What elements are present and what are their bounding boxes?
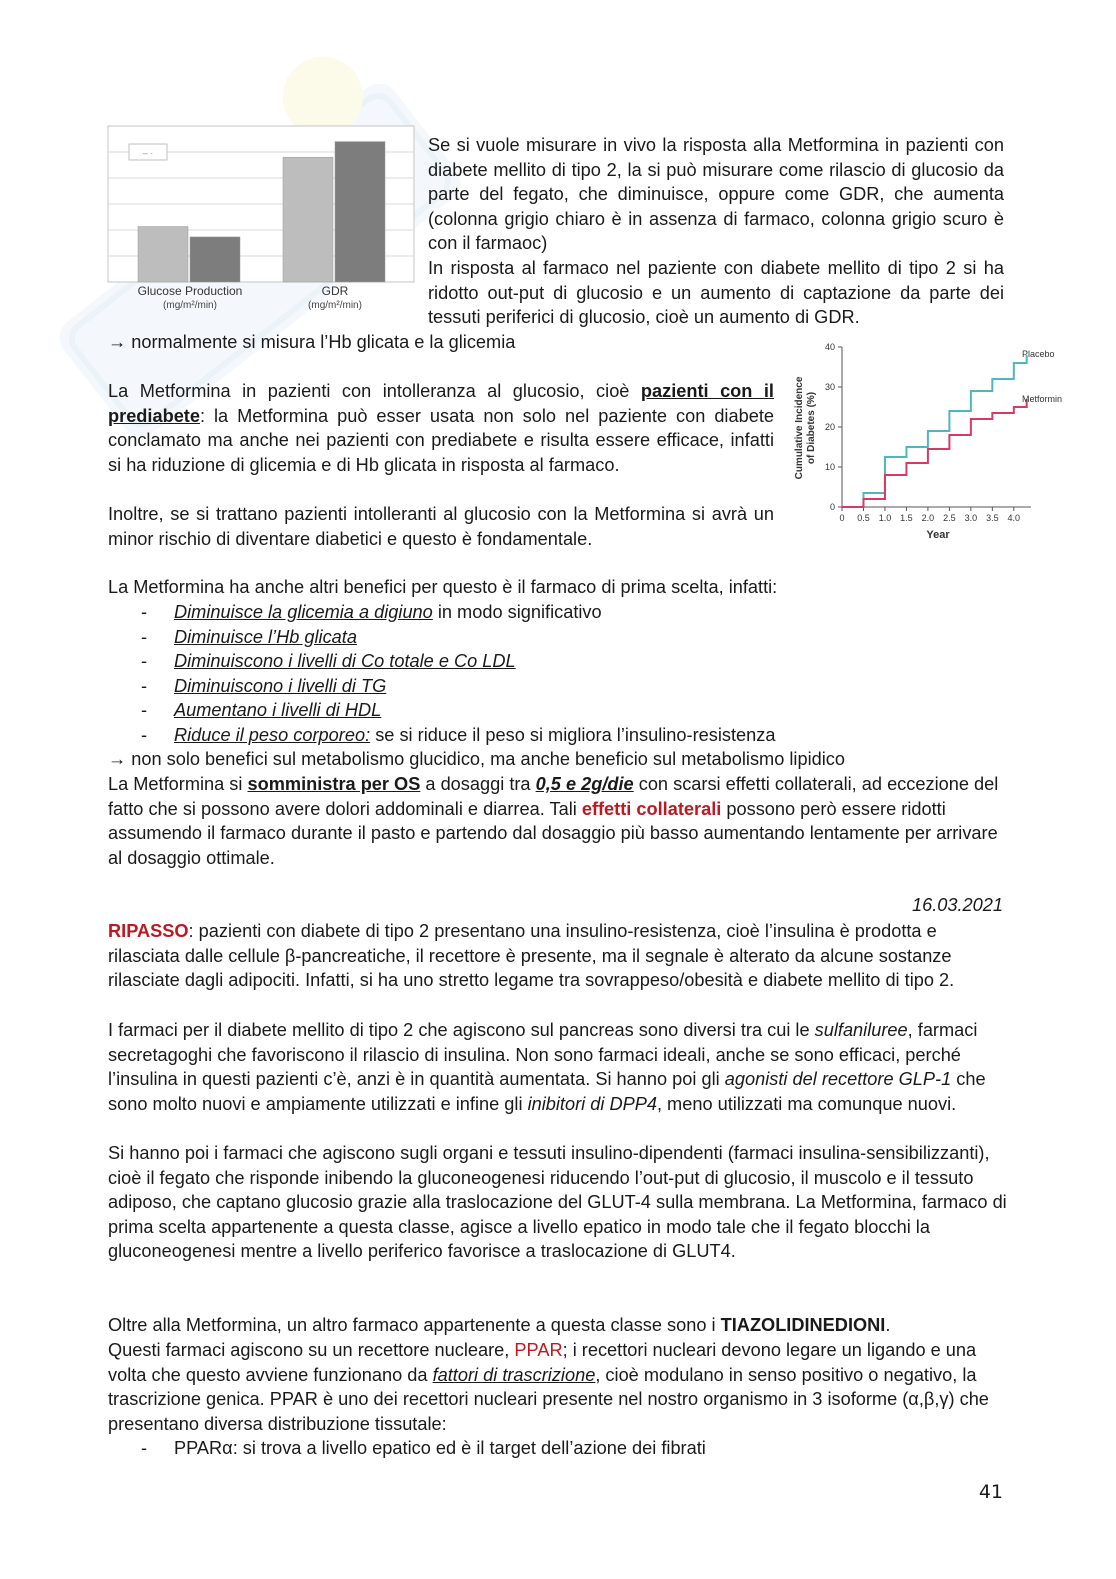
- series-line-placebo: [842, 355, 1027, 507]
- lecture-date: 16.03.2021: [911, 895, 1003, 915]
- ppar-alpha-text: PPARα: si trova a livello epatico ed è il target dell’azione dei fibrati: [174, 1438, 706, 1458]
- pancreas-a: I farmaci per il diabete mellito di tipo 2 che agiscono sul pancreas sono diversi tra cui le: [108, 1020, 815, 1040]
- x-tick-label-gdr: GDR: [321, 284, 349, 298]
- list-item-emphasis: Diminuiscono i livelli di Co totale e Co LDL: [174, 651, 516, 672]
- pancreas-dpp4: inibitori di DPP4: [527, 1093, 657, 1114]
- list-item-emphasis: Diminuiscono i livelli di TG: [174, 675, 387, 696]
- arrow-icon: →: [108, 332, 127, 352]
- x-tick-label: 2.5: [943, 513, 956, 523]
- list-dash: -: [141, 602, 148, 622]
- ppar-c: ; i recettori nucleari devono legare un ligando e una volta che questo avviene funzionano da: [108, 1340, 977, 1385]
- pancreas-c: , farmaci secretagoghi che favoriscono il rilascio di insulina. Non sono farmaci ideali, anche se sono efficaci, perché l’insulina in questi pazienti c’è, anzi è in quantità aumentata. Si hanno poi gli: [108, 1020, 978, 1090]
- list-item-rest: se si riduce il peso si migliora l’insulino-resistenza: [370, 724, 776, 745]
- x-axis-label: Year: [926, 529, 950, 541]
- pancreas-sulfaniluree: sulfaniluree: [814, 1020, 908, 1040]
- paragraph-ripasso: [108, 919, 1008, 993]
- list-item-rest: in modo significativo: [432, 602, 602, 622]
- list-item: [108, 674, 775, 699]
- lipidico-text: non solo benefici sul metabolismo glucidico, ma anche beneficio sul metabolismo lipidico: [126, 749, 845, 769]
- somm-dose: 0,5 e 2g/die: [535, 774, 634, 794]
- list-dash: -: [141, 724, 148, 745]
- x-tick-label: 1.5: [900, 513, 913, 523]
- list-item: [108, 600, 775, 625]
- y-tick-label: 30: [824, 382, 835, 392]
- paragraph-somministrazione: [108, 772, 1008, 870]
- legend-metformin: Metformin: [1022, 394, 1063, 404]
- list-dash: -: [141, 1438, 148, 1458]
- paragraph-tiazolidinedioni: [108, 1313, 1008, 1338]
- line-chart-cumulative-incidence: [788, 336, 1078, 546]
- bar-chart-glucose-gdr: [104, 124, 416, 320]
- paragraph-ppar: [108, 1338, 1008, 1436]
- y-axis-label-line2: of Diabetes (%): [806, 391, 817, 465]
- list-dash: -: [141, 651, 148, 672]
- list-item-emphasis: Riduce il peso corporeo:: [174, 724, 371, 745]
- list-item: [108, 698, 775, 723]
- bar-metformin-gdr: [335, 142, 385, 282]
- pancreas-glp1: agonisti del recettore GLP-1: [724, 1069, 952, 1090]
- pancreas-g: , meno utilizzati ma comunque nuovi.: [656, 1093, 957, 1114]
- y-tick-label: 20: [824, 422, 835, 432]
- list-item-emphasis: Diminuisce la glicemia a digiuno: [174, 602, 433, 622]
- y-tick-label: 40: [824, 342, 835, 352]
- paragraph-response-gdr: In risposta al farmaco nel paziente con diabete mellito di tipo 2 si ha ridotto out-put di glucosio e un aumento di captazione da parte dei tessuti periferici di glucosio, cioè un aumento di GDR.: [428, 258, 1004, 328]
- x-tick-label-glucose: Glucose Production: [137, 284, 243, 298]
- bar-metformin-glucose: [190, 237, 240, 282]
- somm-a: La Metformina si: [108, 774, 248, 794]
- list-item: [108, 723, 775, 748]
- ppar-list: [108, 1436, 706, 1461]
- prediabete-body: : la Metformina può esser usata non solo nel paziente con diabete conclamato ma anche nei pazienti con prediabete e risulta essere efficace, infatti si ha riduzione di glicemia e di Hb glicata in risposta al farmaco.: [108, 405, 774, 475]
- paragraph-farmaci-pancreas: [108, 1018, 1008, 1116]
- somm-e: con scarsi effetti collaterali, ad eccezione del fatto che si possono avere dolori addominali e diarrea. Tali: [108, 774, 999, 819]
- paragraph-insulino-dipendenti: Si hanno poi i farmaci che agiscono sugli organi e tessuti insulino-dipendenti (farmaci insulina-sensibilizzanti), cioè il fegato che risponde inibendo la gluconeogenesi riducendo l’out-put di glucosio, il muscolo e il tessuto adiposo, che captano glucosio grazie alla traslocazione del GLUT-4 sulla membrana. La Metformina, farmaco di prima scelta appartenente a questa classe, agisce a livello epatico in modo tale che il fegato blocchi la gluconeogenesi mentre a livello periferico favorisce a traslocazione di GLUT4.: [108, 1143, 1007, 1262]
- paragraph-metformin-response: Se si vuole misurare in vivo la risposta alla Metformina in pazienti con diabete mellito di tipo 2, la si può misurare come rilascio di glucosio da parte del fegato, che diminuisce, oppure come GDR, che aumenta (colonna grigio chiaro è in assenza di farmaco, colonna grigio scuro è con il farmaoc): [428, 135, 1004, 254]
- list-item-emphasis: Aumentano i livelli di HDL: [174, 700, 382, 721]
- ripasso-heading: RIPASSO: [108, 921, 189, 941]
- pancreas-e: che sono molto nuovi e ampiamente utilizzati e infine gli: [108, 1069, 986, 1114]
- list-item: [108, 625, 775, 650]
- list-item-emphasis: Diminuisce l’Hb glicata: [174, 626, 357, 647]
- list-item: [108, 649, 775, 674]
- prediabete-intro: La Metformina in pazienti con intolleranza al glucosio, cioè: [108, 381, 641, 401]
- list-dash: -: [141, 700, 148, 721]
- y-axis-label-line1: Cumulative Incidence: [794, 376, 805, 480]
- y-tick-label: 0: [829, 502, 835, 512]
- ppar-a: Questi farmaci agiscono su un recettore nucleare,: [108, 1340, 515, 1360]
- x-tick-label: 0: [839, 513, 845, 523]
- x-tick-unit-gdr: (mg/m²/min): [308, 300, 362, 311]
- prediabete-emphasis: pazienti con il prediabete: [108, 381, 774, 426]
- legend-label: – ·: [142, 148, 154, 158]
- legend-placebo: Placebo: [1022, 349, 1055, 359]
- x-tick-label: 1.0: [878, 513, 892, 523]
- paragraph-benefici: La Metformina ha anche altri benefici per questo è il farmaco di prima scelta, infatti:: [108, 577, 778, 597]
- x-tick-label: 2.0: [921, 513, 935, 523]
- x-tick-label: 3.0: [964, 513, 978, 523]
- ppar-name: PPAR: [514, 1340, 563, 1360]
- paragraph-prediabete: [108, 379, 774, 477]
- x-tick-label: 3.5: [986, 513, 999, 523]
- y-tick-label: 10: [824, 462, 835, 472]
- tzd-name: TIAZOLIDINEDIONI: [720, 1315, 886, 1335]
- tzd-a: Oltre alla Metformina, un altro farmaco appartenente a questa classe sono i: [108, 1315, 721, 1335]
- tzd-c: .: [885, 1315, 891, 1335]
- list-item: [108, 1436, 706, 1461]
- hb-text: normalmente si misura l’Hb glicata e la glicemia: [126, 332, 516, 352]
- bar-no-drug-glucose: [138, 227, 188, 282]
- paragraph-lipidico: [108, 747, 1008, 772]
- ppar-e: , cioè modulano in senso positivo o negativo, la trascrizione genica. PPAR è uno dei recettori nucleari presente nel nostro organismo in 3 isoforme (α,β,γ) che presentano diversa distribuzione tissutale:: [108, 1364, 989, 1434]
- x-tick-unit-glucose: (mg/m²/min): [163, 300, 217, 311]
- somm-os: somministra per OS: [247, 774, 421, 794]
- arrow-icon: →: [108, 749, 127, 769]
- ripasso-body: : pazienti con diabete di tipo 2 presentano una insulino-resistenza, cioè l’insulina è prodotta e rilasciata dalle cellule β-pancreatiche, il recettore è presente, ma il segnale è alterato da alcune sostanze rilasciate dagli adipociti. Infatti, si ha uno stretto legame tra sovrappeso/obesità e diabete mellito di tipo 2.: [108, 921, 955, 991]
- paragraph-hb-glicata: [108, 330, 808, 355]
- ppar-fattori: fattori di trascrizione: [432, 1364, 596, 1385]
- bar-no-drug-gdr: [283, 157, 333, 282]
- paragraph-intolleranti: Inoltre, se si trattano pazienti intolleranti al glucosio con la Metformina si avrà un minor rischio di diventare diabetici e questo è fondamentale.: [108, 504, 774, 549]
- somm-effetti: effetti collaterali: [581, 798, 722, 819]
- list-dash: -: [141, 626, 148, 647]
- x-tick-label: 0.5: [857, 513, 870, 523]
- benefits-list: [108, 600, 775, 748]
- x-tick-label: 4.0: [1007, 513, 1021, 523]
- somm-g: possono però essere ridotti assumendo il farmaco durante il pasto e partendo dal dosaggio più basso aumentando lentamente per arrivare al dosaggio ottimale.: [108, 798, 998, 868]
- page-number: 41: [978, 1481, 1003, 1503]
- series-line-metformin: [842, 399, 1027, 507]
- list-dash: -: [141, 675, 148, 696]
- somm-c: a dosaggi tra: [420, 774, 536, 794]
